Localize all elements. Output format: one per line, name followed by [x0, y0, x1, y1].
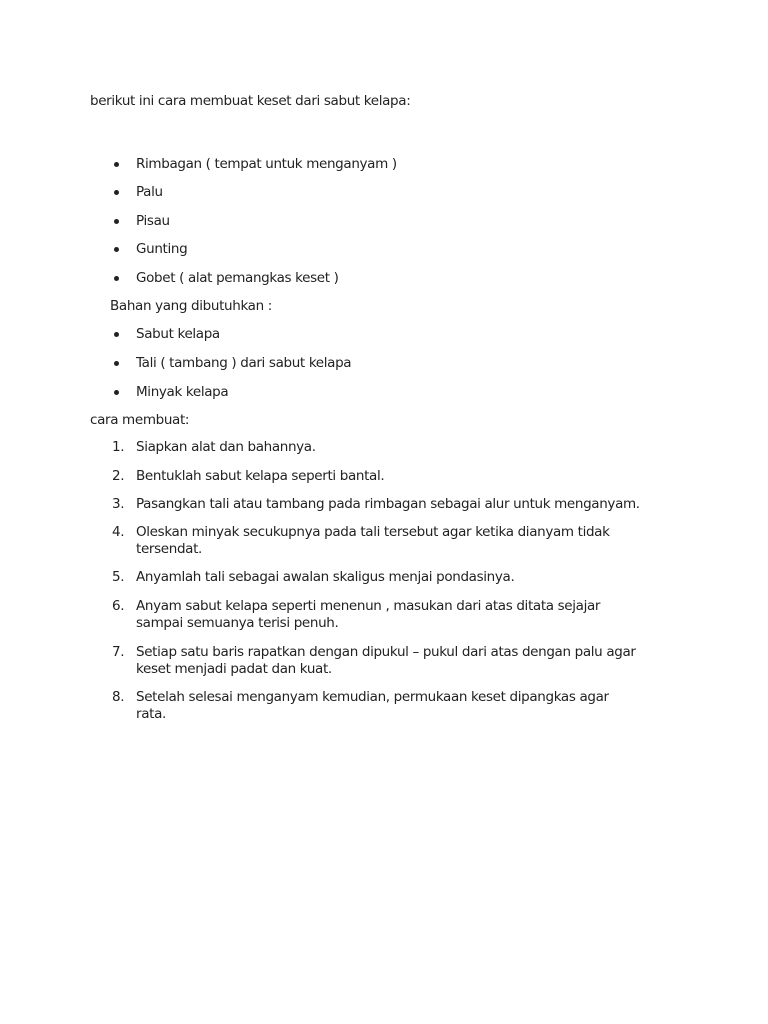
bullet-icon [114, 361, 119, 366]
bullet-icon [114, 162, 119, 167]
step-number: 7. [112, 644, 125, 660]
step-number: 5. [112, 569, 125, 585]
step-text: sampai semuanya terisi penuh. [136, 615, 339, 631]
list-item: Sabut kelapa [136, 326, 220, 342]
step-text: Siapkan alat dan bahannya. [136, 439, 316, 455]
bullet-icon [114, 219, 119, 224]
step-text: Bentuklah sabut kelapa seperti bantal. [136, 468, 385, 484]
step-text: Anyam sabut kelapa seperti menenun , masukan dari atas ditata sejajar [136, 598, 601, 614]
step-text: Pasangkan tali atau tambang pada rimbagan sebagai alur untuk menganyam. [136, 496, 640, 512]
step-number: 1. [112, 439, 125, 455]
step-number: 6. [112, 598, 125, 614]
step-text: Anyamlah tali sebagai awalan skaligus menjai pondasinya. [136, 569, 515, 585]
step-number: 3. [112, 496, 125, 512]
step-text: tersendat. [136, 541, 202, 557]
step-number: 2. [112, 468, 125, 484]
step-text: rata. [136, 706, 166, 722]
step-text: Oleskan minyak secukupnya pada tali tersebut agar ketika dianyam tidak [136, 524, 610, 540]
bullet-icon [114, 247, 119, 252]
step-text: Setiap satu baris rapatkan dengan dipukul – pukul dari atas dengan palu agar [136, 644, 636, 660]
intro-text: berikut ini cara membuat keset dari sabut kelapa: [90, 93, 411, 109]
step-number: 4. [112, 524, 125, 540]
bullet-icon [114, 390, 119, 395]
steps-heading: cara membuat: [90, 412, 190, 428]
step-text: keset menjadi padat dan kuat. [136, 661, 332, 677]
list-item: Pisau [136, 213, 170, 229]
materials-heading: Bahan yang dibutuhkan : [110, 298, 272, 314]
list-item: Tali ( tambang ) dari sabut kelapa [136, 355, 352, 371]
bullet-icon [114, 332, 119, 337]
list-item: Gobet ( alat pemangkas keset ) [136, 270, 339, 286]
list-item: Palu [136, 184, 163, 200]
step-text: Setelah selesai menganyam kemudian, permukaan keset dipangkas agar [136, 689, 609, 705]
step-number: 8. [112, 689, 125, 705]
bullet-icon [114, 276, 119, 281]
list-item: Rimbagan ( tempat untuk menganyam ) [136, 156, 397, 172]
list-item: Gunting [136, 241, 188, 257]
list-item: Minyak kelapa [136, 384, 229, 400]
bullet-icon [114, 190, 119, 195]
